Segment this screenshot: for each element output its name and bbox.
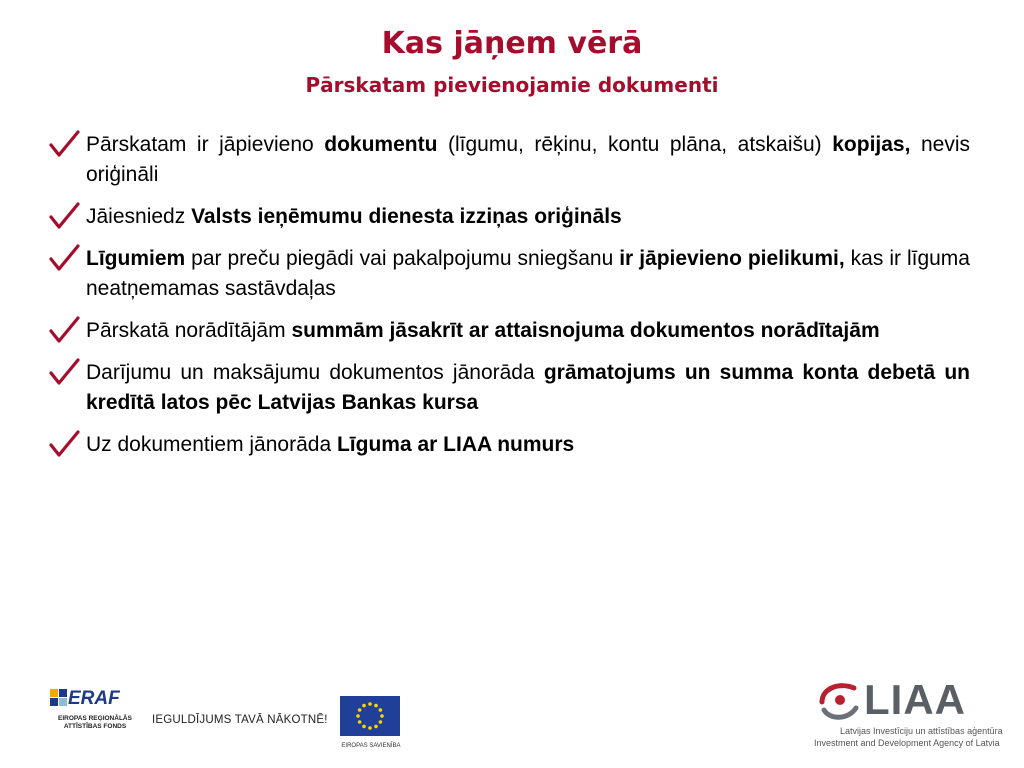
list-item: [48, 316, 970, 346]
list-item: [48, 430, 970, 460]
checkmark-icon: [48, 430, 80, 460]
bold-text-run: Līgumiem: [86, 247, 186, 270]
slogan-text: IEGULDĪJUMS TAVĀ NĀKOTNĒ!: [152, 714, 328, 726]
bullet-text: [86, 130, 970, 190]
eraf-logo-text: ERAF: [68, 688, 120, 709]
list-item: [48, 202, 970, 232]
text-run: kas ir līguma neatņemamas sastāvdaļas: [86, 247, 970, 300]
liaa-logo: [814, 676, 1003, 766]
bold-text-run: kopijas,: [832, 133, 911, 156]
bullet-text: [86, 430, 970, 460]
bold-text-run: summām jāsakrīt ar attaisnojuma dokumentos norādītajām: [291, 319, 880, 342]
bullet-list: [48, 130, 970, 472]
checkmark-icon: [48, 316, 80, 346]
text-run: Uz dokumentiem jānorāda: [86, 433, 337, 456]
bullet-text: [86, 316, 970, 346]
checkmark-icon: [48, 202, 80, 232]
footer: [0, 660, 1024, 768]
checkmark-icon: [48, 244, 80, 274]
page-title: Kas jāņem vērā: [381, 26, 643, 61]
checkmark-icon: [48, 358, 80, 388]
eu-caption: EIROPAS SAVIENĪBA: [341, 743, 401, 749]
bullet-text: [86, 202, 970, 232]
liaa-emblem-icon: [814, 676, 864, 724]
text-run: Pārskatam ir jāpievieno: [86, 133, 325, 156]
text-run: Pārskatā norādītājām: [86, 319, 292, 342]
bullet-text: [86, 244, 970, 304]
liaa-tagline-en: Investment and Development Agency of Latvia: [814, 738, 1000, 748]
liaa-logo-text: LIAA: [864, 676, 966, 723]
list-item: [48, 130, 970, 190]
list-item: [48, 244, 970, 304]
bold-text-run: dokumentu: [324, 133, 438, 156]
text-run: Darījumu un maksājumu dokumentos jānorāda: [86, 361, 544, 384]
eraf-emblem-icon: [50, 689, 68, 711]
page-subtitle: Pārskatam pievienojamie dokumenti: [305, 73, 719, 97]
bullet-text: [86, 358, 970, 418]
checkmark-icon: [48, 130, 80, 160]
bold-text-run: Valsts ieņēmumu dienesta izziņas oriģināls: [191, 205, 622, 228]
list-item: [48, 358, 970, 418]
text-run: nevis oriģināli: [86, 133, 971, 186]
eraf-logo: [50, 688, 138, 748]
eu-flag-icon: [340, 696, 400, 736]
eraf-subtext: EIROPAS REĢIONĀLĀS ATTĪSTĪBAS FONDS: [58, 715, 132, 730]
bold-text-run: ir jāpievieno pielikumi,: [619, 247, 845, 270]
text-run: par preču piegādi vai pakalpojumu sniegšanu: [185, 247, 620, 270]
bold-text-run: grāmatojums un summa konta debetā un kredītā latos pēc Latvijas Bankas kursa: [86, 361, 970, 414]
liaa-tagline-lv: Latvijas Investīciju un attīstības aģentūra: [840, 726, 1003, 736]
text-run: (līgumu, rēķinu, kontu plāna, atskaišu): [437, 133, 833, 156]
bold-text-run: Līguma ar LIAA numurs: [336, 433, 575, 456]
text-run: Jāiesniedz: [86, 205, 192, 228]
eu-logo: [340, 696, 402, 754]
